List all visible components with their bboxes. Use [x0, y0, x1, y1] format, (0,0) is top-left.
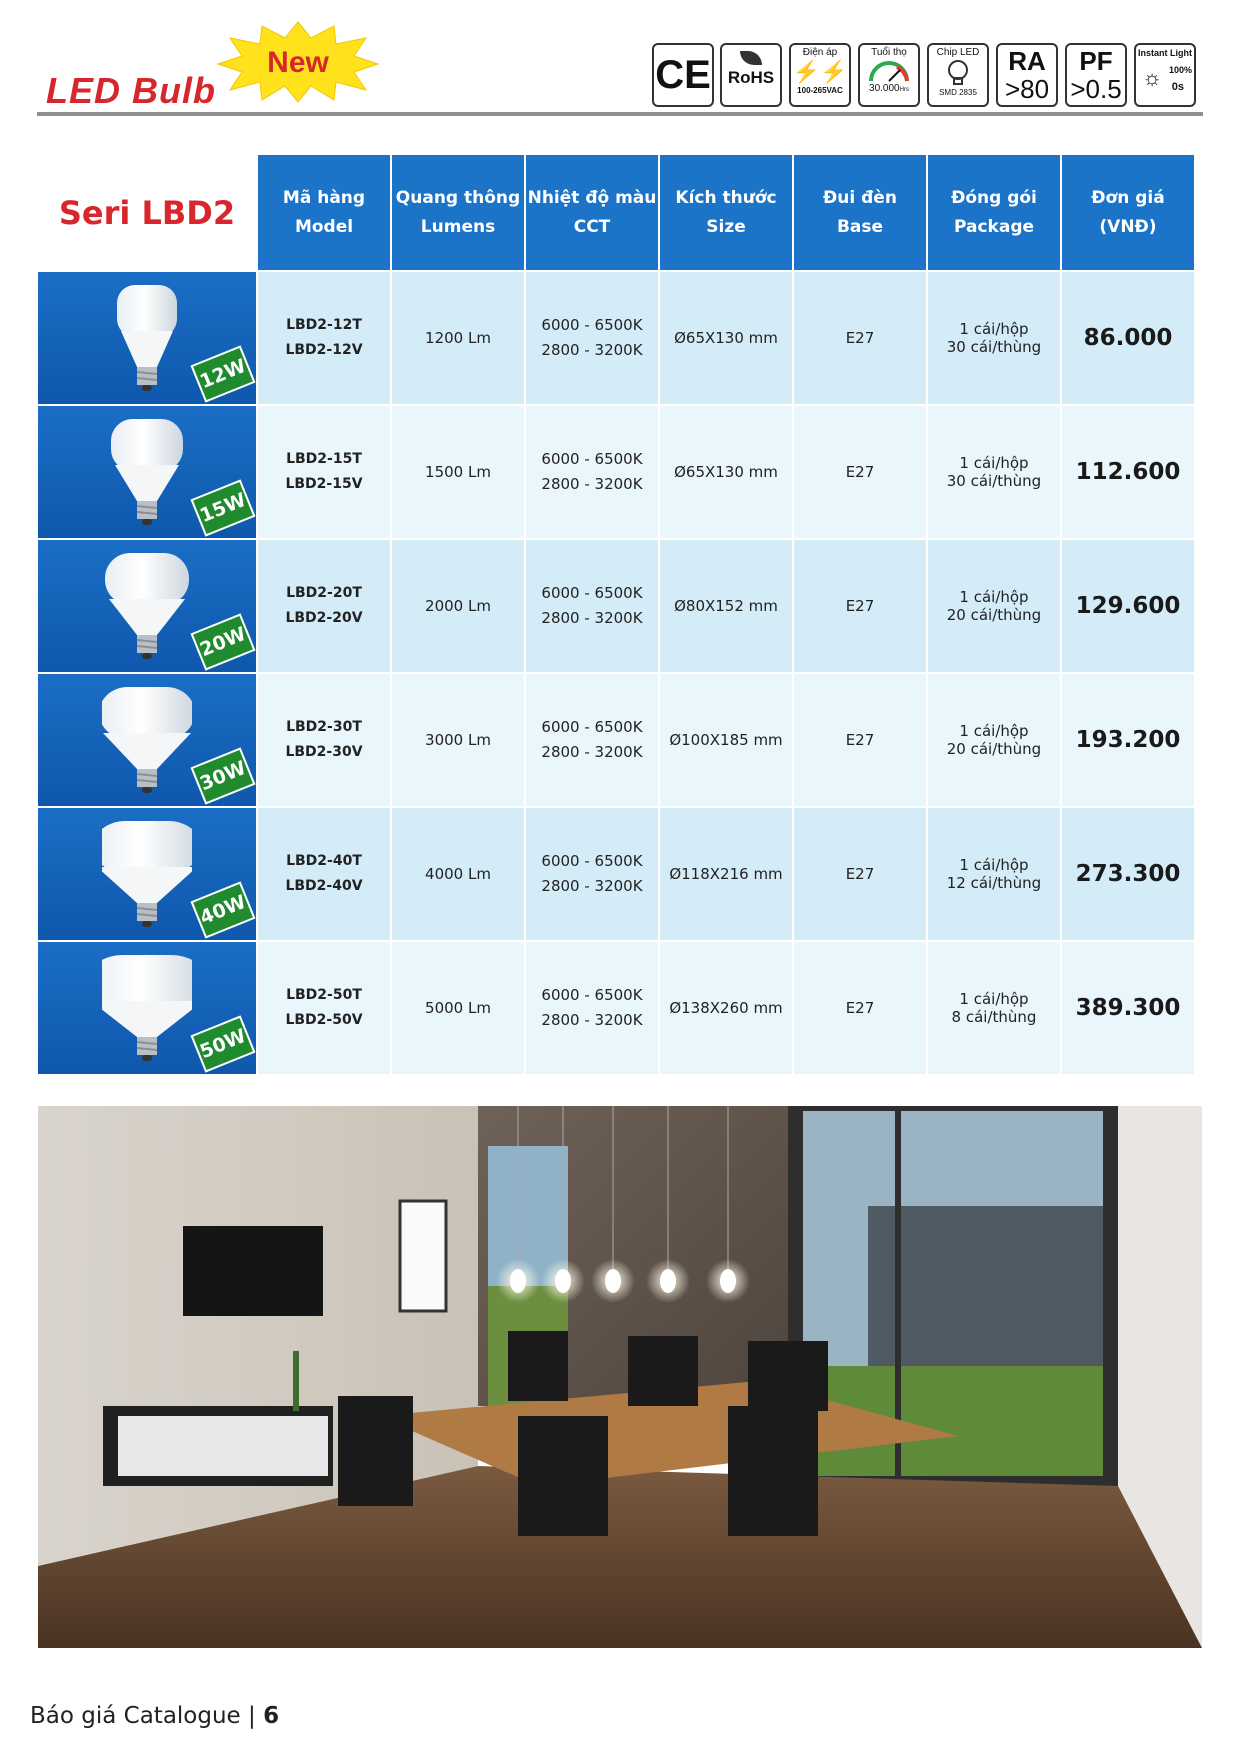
- price-cell: [1062, 406, 1194, 538]
- lightning-icon: ⚡⚡: [792, 59, 848, 84]
- product-image-cell: [38, 942, 256, 1074]
- wattage-tag: 12W: [190, 345, 255, 402]
- size-value: Ø118X216 mm: [669, 864, 783, 883]
- column-header-en: Base: [836, 216, 884, 237]
- package-box: 1 cái/hộp: [959, 990, 1029, 1008]
- lumens-cell: [392, 808, 524, 940]
- new-label: New: [267, 46, 329, 79]
- lumens-cell: [392, 942, 524, 1074]
- cct-warm: 2800 - 3200K: [541, 743, 643, 761]
- price-value: 273.300: [1075, 860, 1181, 887]
- model-code-t: LBD2-20T: [286, 585, 362, 601]
- cct-cell: [526, 674, 658, 806]
- model-cell: [258, 540, 390, 672]
- package-carton: 8 cái/thùng: [951, 1008, 1037, 1026]
- lumens-cell: [392, 406, 524, 538]
- ce-mark: CE: [655, 53, 711, 97]
- column-header-en: CCT: [573, 216, 611, 237]
- package-box: 1 cái/hộp: [959, 722, 1029, 740]
- base-value: E27: [845, 596, 875, 615]
- lifetime-badge: [858, 43, 920, 107]
- base-value: E27: [845, 328, 875, 347]
- column-header-vi: Mã hàng: [282, 187, 366, 208]
- instant-pct: 100%: [1168, 65, 1192, 75]
- size-cell: [660, 942, 792, 1074]
- cct-cell: [526, 942, 658, 1074]
- lumens-cell: [392, 540, 524, 672]
- instant-time: 0s: [1171, 81, 1184, 93]
- size-value: Ø80X152 mm: [674, 596, 778, 615]
- cct-cool: 6000 - 6500K: [541, 852, 643, 870]
- led-bulb-icon: [102, 543, 192, 669]
- lifetime-value-wrap: [860, 83, 918, 96]
- package-carton: 12 cái/thùng: [946, 874, 1042, 892]
- lumens-value: 1200 Lm: [425, 328, 491, 347]
- model-code-v: LBD2-15V: [285, 476, 363, 492]
- page-footer: [30, 1703, 279, 1729]
- price-cell: [1062, 272, 1194, 404]
- series-title: Seri LBD2: [58, 193, 236, 232]
- model-code-t: LBD2-40T: [286, 853, 362, 869]
- cct-warm: 2800 - 3200K: [541, 877, 643, 895]
- ce-badge: [652, 43, 714, 107]
- product-image-cell: [38, 540, 256, 672]
- size-cell: [660, 540, 792, 672]
- lumens-value: 5000 Lm: [425, 998, 491, 1017]
- column-header-vi: Kích thước: [675, 187, 777, 208]
- price-value: 389.300: [1075, 994, 1181, 1021]
- lumens-value: 2000 Lm: [425, 596, 491, 615]
- footer-label: Báo giá Catalogue |: [30, 1703, 256, 1729]
- base-cell: [794, 808, 926, 940]
- voltage-value: 100-265VAC: [797, 86, 843, 95]
- page-title: LED Bulb: [46, 70, 216, 111]
- package-box: 1 cái/hộp: [959, 856, 1029, 874]
- base-cell: [794, 674, 926, 806]
- cct-cell: [526, 272, 658, 404]
- column-header: [660, 155, 792, 270]
- lumens-value: 1500 Lm: [425, 462, 491, 481]
- price-value: 129.600: [1075, 592, 1181, 619]
- ra-value: >80: [1004, 74, 1050, 104]
- price-value: 112.600: [1075, 458, 1181, 485]
- wattage-tag: 15W: [190, 479, 255, 536]
- price-value: 86.000: [1083, 324, 1173, 351]
- chip-value: SMD 2835: [939, 88, 977, 97]
- gauge-icon: [867, 59, 911, 83]
- price-cell: [1062, 942, 1194, 1074]
- size-value: Ø138X260 mm: [669, 998, 783, 1017]
- column-header-vi: Đơn giá: [1091, 187, 1165, 208]
- wattage-tag: 40W: [190, 881, 255, 938]
- model-cell: [258, 808, 390, 940]
- column-header-en: Model: [294, 216, 354, 237]
- rohs-badge: [720, 43, 782, 107]
- column-header: [392, 155, 524, 270]
- package-cell: [928, 674, 1060, 806]
- package-carton: 20 cái/thùng: [946, 740, 1042, 758]
- product-image-cell: [38, 272, 256, 404]
- column-header-en: (VNĐ): [1099, 216, 1157, 237]
- base-value: E27: [845, 462, 875, 481]
- chip-label: Chip LED: [936, 47, 980, 58]
- wattage-tag: 30W: [190, 747, 255, 804]
- ra-badge: [996, 43, 1058, 107]
- package-box: 1 cái/hộp: [959, 320, 1029, 338]
- package-carton: 20 cái/thùng: [946, 606, 1042, 624]
- column-header-vi: Quang thông: [395, 187, 521, 208]
- column-header: [794, 155, 926, 270]
- sun-icon: ☼: [1142, 65, 1163, 90]
- column-header: [258, 155, 390, 270]
- pf-label: PF: [1079, 46, 1113, 76]
- model-cell: [258, 674, 390, 806]
- base-cell: [794, 406, 926, 538]
- product-image-cell: [38, 674, 256, 806]
- column-header-en: Lumens: [420, 216, 496, 237]
- instant-light-badge: [1134, 43, 1196, 107]
- package-box: 1 cái/hộp: [959, 588, 1029, 606]
- size-value: Ø65X130 mm: [674, 462, 778, 481]
- model-code-v: LBD2-20V: [285, 610, 363, 626]
- cct-warm: 2800 - 3200K: [541, 609, 643, 627]
- package-cell: [928, 942, 1060, 1074]
- model-code-t: LBD2-12T: [286, 317, 362, 333]
- model-code-v: LBD2-12V: [285, 342, 363, 358]
- led-bulb-icon: [102, 275, 192, 401]
- header-divider: [37, 112, 1203, 116]
- model-code-t: LBD2-50T: [286, 987, 362, 1003]
- size-cell: [660, 808, 792, 940]
- package-cell: [928, 808, 1060, 940]
- led-bulb-icon: [102, 945, 192, 1071]
- price-cell: [1062, 674, 1194, 806]
- package-carton: 30 cái/thùng: [946, 472, 1042, 490]
- lifetime-unit: Hrs: [899, 87, 909, 93]
- column-header-vi: Đóng gói: [951, 187, 1037, 208]
- package-cell: [928, 540, 1060, 672]
- base-value: E27: [845, 998, 875, 1017]
- package-cell: [928, 406, 1060, 538]
- model-code-v: LBD2-30V: [285, 744, 363, 760]
- base-cell: [794, 942, 926, 1074]
- led-bulb-icon: [102, 409, 192, 535]
- column-header-vi: Đui đèn: [823, 187, 897, 208]
- ra-label: RA: [1008, 46, 1046, 76]
- column-header-en: Package: [953, 216, 1035, 237]
- size-cell: [660, 674, 792, 806]
- new-starburst-icon: [216, 20, 380, 104]
- base-cell: [794, 540, 926, 672]
- led-bulb-icon: [102, 677, 192, 803]
- price-value: 193.200: [1075, 726, 1181, 753]
- product-image-cell: [38, 406, 256, 538]
- pf-value: >0.5: [1070, 74, 1122, 104]
- cct-cell: [526, 808, 658, 940]
- rohs-label: RoHS: [727, 68, 775, 87]
- cct-warm: 2800 - 3200K: [541, 1011, 643, 1029]
- voltage-badge: [789, 43, 851, 107]
- package-carton: 30 cái/thùng: [946, 338, 1042, 356]
- column-header-en: Size: [706, 216, 746, 237]
- size-cell: [660, 406, 792, 538]
- model-cell: [258, 272, 390, 404]
- lumens-value: 3000 Lm: [425, 730, 491, 749]
- size-value: Ø65X130 mm: [674, 328, 778, 347]
- column-header: [526, 155, 658, 270]
- cct-cool: 6000 - 6500K: [541, 450, 643, 468]
- model-code-t: LBD2-30T: [286, 719, 362, 735]
- instant-label: Instant Light: [1138, 48, 1192, 58]
- cct-cell: [526, 406, 658, 538]
- column-header: [928, 155, 1060, 270]
- product-image-cell: [38, 808, 256, 940]
- package-cell: [928, 272, 1060, 404]
- model-code-v: LBD2-40V: [285, 878, 363, 894]
- column-header-vi: Nhiệt độ màu: [527, 187, 657, 208]
- lumens-value: 4000 Lm: [425, 864, 491, 883]
- model-code-t: LBD2-15T: [286, 451, 362, 467]
- model-cell: [258, 406, 390, 538]
- model-cell: [258, 942, 390, 1074]
- wattage-tag: 50W: [190, 1015, 255, 1072]
- meeting-room-photo: [38, 1106, 1202, 1648]
- page-number: 6: [263, 1703, 280, 1729]
- price-cell: [1062, 540, 1194, 672]
- price-cell: [1062, 808, 1194, 940]
- lumens-cell: [392, 674, 524, 806]
- voltage-label: Điện áp: [802, 47, 838, 58]
- size-value: Ø100X185 mm: [669, 730, 783, 749]
- package-box: 1 cái/hộp: [959, 454, 1029, 472]
- column-header: [1062, 155, 1194, 270]
- cct-cool: 6000 - 6500K: [541, 718, 643, 736]
- size-cell: [660, 272, 792, 404]
- cct-cool: 6000 - 6500K: [541, 316, 643, 334]
- lifetime-label: Tuổi thọ: [871, 47, 907, 58]
- lumens-cell: [392, 272, 524, 404]
- cct-warm: 2800 - 3200K: [541, 475, 643, 493]
- base-cell: [794, 272, 926, 404]
- model-code-v: LBD2-50V: [285, 1012, 363, 1028]
- bulb-outline-icon: [946, 59, 970, 87]
- wattage-tag: 20W: [190, 613, 255, 670]
- led-bulb-icon: [102, 811, 192, 937]
- leaf-icon: [740, 51, 762, 65]
- base-value: E27: [845, 864, 875, 883]
- chip-badge: [927, 43, 989, 107]
- cct-cell: [526, 540, 658, 672]
- cct-cool: 6000 - 6500K: [541, 986, 643, 1004]
- cct-warm: 2800 - 3200K: [541, 341, 643, 359]
- cct-cool: 6000 - 6500K: [541, 584, 643, 602]
- pf-badge: [1065, 43, 1127, 107]
- base-value: E27: [845, 730, 875, 749]
- lifetime-value: 30.000: [869, 83, 900, 94]
